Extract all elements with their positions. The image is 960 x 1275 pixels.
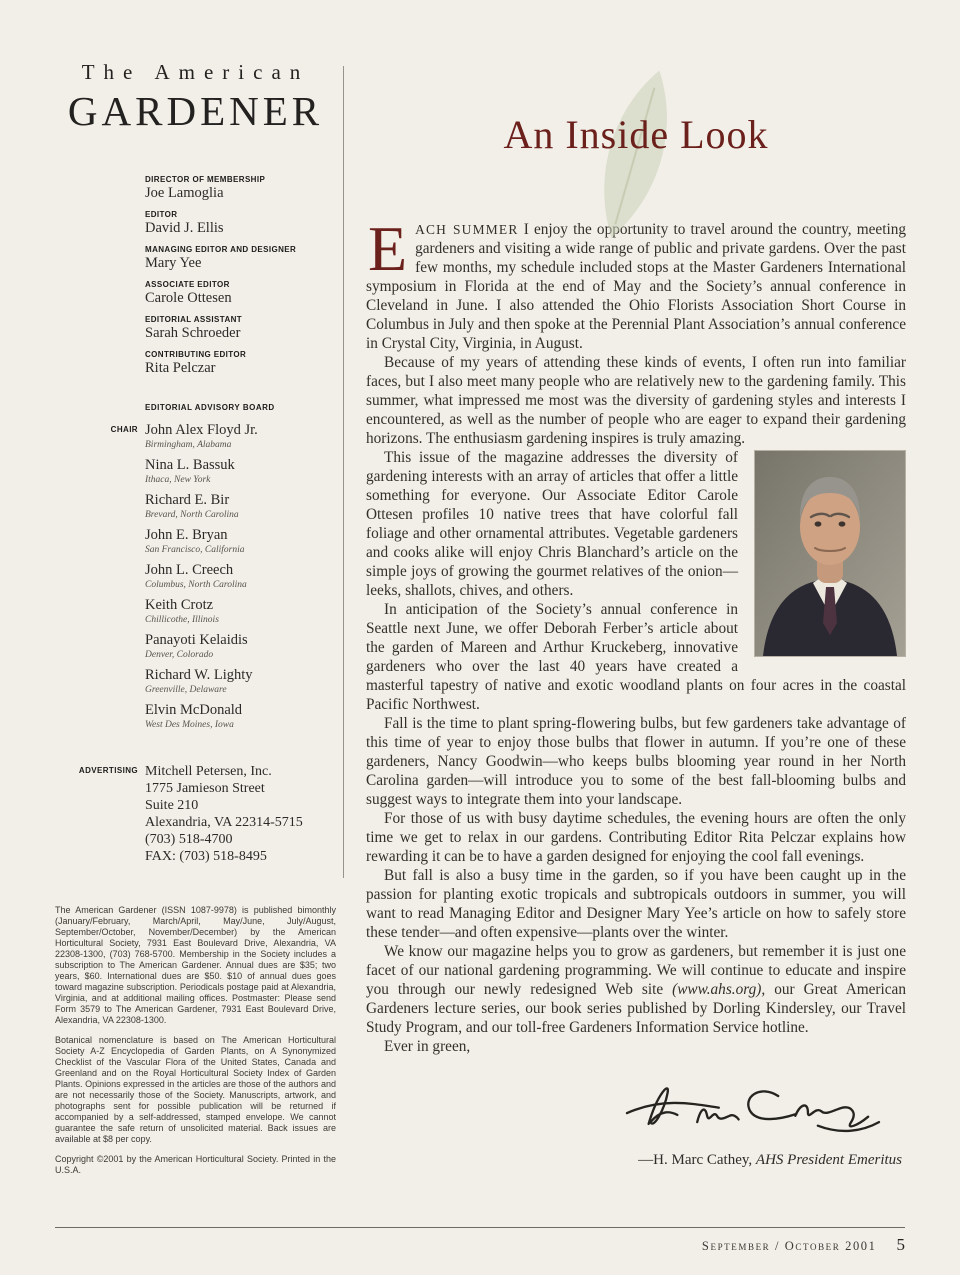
fine-print-nomenclature: Botanical nomenclature is based on The American Horticultural Society A-Z Encyclopedia of Garden Plants, on A Synonymized Checklist of the Vascular Flora of the United States, Canada and Greenland and on the Royal Horticultural Society Index of Garden Plants. Opinions expressed in the articles are those of the authors and are not necessarily those of the Society. Manuscripts, artwork, and photographs sent for possible publication will be returned if accompanied by a self-addressed, stamped envelope. We cannot guarantee the safe return of unsolicited material. Back issues are available at $8 per copy. xyxy=(55,1035,336,1144)
board-member-row xyxy=(55,457,336,492)
portrait-photo xyxy=(754,450,906,657)
board-member xyxy=(145,492,336,527)
advertising-label: ADVERTISING xyxy=(78,766,138,775)
board-member-location: Columbus, North Carolina xyxy=(145,580,247,590)
board-member-name: Panayoti Kelaidis xyxy=(145,632,248,648)
advertising-line: Mitchell Petersen, Inc. xyxy=(145,764,272,779)
board-member-location: West Des Moines, Iowa xyxy=(145,720,234,730)
page-number: 5 xyxy=(896,1235,905,1254)
board-member-name: John Alex Floyd Jr. xyxy=(145,422,258,438)
page-title: An Inside Look xyxy=(503,112,769,157)
board-member-location: Denver, Colorado xyxy=(145,650,214,660)
signature-block xyxy=(366,1066,906,1170)
board-member-location: San Francisco, California xyxy=(145,545,245,555)
board-member-row xyxy=(55,632,336,667)
fine-print-copyright: Copyright ©2001 by the American Horticultural Society. Printed in the U.S.A. xyxy=(55,1154,336,1175)
board-member-row xyxy=(55,527,336,562)
article-paragraph: We know our magazine helps you to grow as gardeners, but remember it is just one facet of our national gardening programming. We will continue to educate and inspire you through our newly redesigned Web site (www.ahs.org), our Great American Gardeners lecture series, our book series published by Dorling Kindersley, our Travel Study Program, and our toll-free Gardeners Information Service hotline. xyxy=(366,943,907,1036)
article-closing: Ever in green, xyxy=(384,1038,471,1055)
staff-name: Rita Pelczar xyxy=(145,360,216,376)
advertising-block xyxy=(55,763,336,865)
board-member-location: Brevard, North Carolina xyxy=(145,510,239,520)
board-member-row xyxy=(55,562,336,597)
advertising-line: (703) 518-4700 xyxy=(145,832,233,847)
staff-role: DIRECTOR OF MEMBERSHIP xyxy=(145,175,266,184)
portrait-photo-image xyxy=(755,451,905,656)
advertising-line: Alexandria, VA 22314-5715 xyxy=(145,815,303,830)
board-member-row xyxy=(55,702,336,737)
staff-entry xyxy=(145,175,336,202)
board-member-row xyxy=(55,422,336,457)
board-member xyxy=(145,562,336,597)
article-paragraph: E ACH SUMMER I enjoy the opportunity to travel around the country, meeting gardeners and visiting a wide range of public and private gardens. Over the past few months, my schedule included stops at the Master Gardeners International symposium in Florida at the end of May and the Society’s annual conference in Cleveland in June. I also attended the Ohio Florists Association Short Course in Columbus in July and then spoke at the Perennial Plant Association’s annual conference in Crystal City, Virginia, in August. xyxy=(366,213,906,352)
board-member-name: Richard E. Bir xyxy=(145,492,230,508)
staff-role: ASSOCIATE EDITOR xyxy=(145,280,230,289)
board-member-name: Elvin McDonald xyxy=(145,702,243,718)
lead-smallcaps: ACH SUMMER xyxy=(415,222,519,237)
dropcap-letter: E xyxy=(368,213,408,284)
board-member-name: Nina L. Bassuk xyxy=(145,457,235,473)
staff-name: David J. Ellis xyxy=(145,220,224,236)
advertising-line: FAX: (703) 518-8495 xyxy=(145,849,267,864)
page-footer xyxy=(55,1227,905,1255)
staff-entry xyxy=(145,315,336,342)
magazine-title: GARDENER xyxy=(67,88,324,134)
board-member xyxy=(145,422,336,457)
article-body xyxy=(366,213,907,1170)
article-paragraph: For those of us with busy daytime schedules, the evening hours are often the only time we get to relax in our gardens. Contributing Editor Rita Pelczar explains how rewarding it can be to have a garden designed for enjoying the cool fall evenings. xyxy=(366,810,906,865)
chair-label: CHAIR xyxy=(110,425,138,434)
staff-name: Sarah Schroeder xyxy=(145,325,241,341)
staff-role: EDITOR xyxy=(145,210,178,219)
board-member-name: Keith Crotz xyxy=(145,597,214,613)
staff-name: Carole Ottesen xyxy=(145,290,232,306)
website-mention: (www.ahs.org), xyxy=(672,981,766,998)
board-member xyxy=(145,632,336,667)
board-member-location: Ithaca, New York xyxy=(145,475,211,485)
board-member xyxy=(145,527,336,562)
staff-role: EDITORIAL ASSISTANT xyxy=(145,315,243,324)
board-member-row xyxy=(55,492,336,527)
advertising-line: 1775 Jamieson Street xyxy=(145,781,265,796)
article-column xyxy=(366,95,906,1170)
signature-caption: —H. Marc Cathey, AHS President Emeritus xyxy=(638,1152,902,1168)
staff-name: Joe Lamoglia xyxy=(145,185,224,201)
article-paragraph: But fall is also a busy time in the garden, so if you have been caught up in the passion for planting exotic tropicals and subtropicals outdoors in summer, you will want to read Managing Editor and Designer Mary Yee’s article on how to safely store these tender—and often expensive—plants over the winter. xyxy=(366,867,906,941)
masthead-column xyxy=(55,60,336,1185)
board-member-name: John E. Bryan xyxy=(145,527,228,543)
board-member xyxy=(145,667,336,702)
board-heading: EDITORIAL ADVISORY BOARD xyxy=(145,403,275,412)
board-member-location: Chillicothe, Illinois xyxy=(145,615,219,625)
staff-list xyxy=(145,175,336,385)
column-divider-rule xyxy=(343,66,344,878)
board-member-row xyxy=(55,597,336,632)
staff-entry xyxy=(145,280,336,307)
staff-entry xyxy=(145,245,336,272)
magazine-logo xyxy=(55,60,336,135)
staff-name: Mary Yee xyxy=(145,255,202,271)
fine-print-publication-info: The American Gardener (ISSN 1087-9978) is published bimonthly (January/February, March/April, May/June, July/August, September/October, November/December) by the American Horticultural Society, 7931 East Boulevard Drive, Alexandria, VA 22308-1300, (703) 768-5700. Membership in the Society includes a subscription to The American Gardener. Annual dues are $35; two years, $60. International dues are $50. $10 of annual dues goes toward magazine subscription. Periodicals postage paid at Alexandria, Virginia, and at additional mailing offices. Postmaster: Please send Form 3579 to The American Gardener, 7931 East Boulevard Drive, Alexandria, VA 22308-1300. xyxy=(55,905,336,1025)
board-member-location: Greenville, Delaware xyxy=(145,685,227,695)
advertising-line: Suite 210 xyxy=(145,798,199,813)
staff-entry xyxy=(145,350,336,377)
signature-icon xyxy=(618,1066,888,1144)
board-member xyxy=(145,702,336,737)
board-member-name: Richard W. Lighty xyxy=(145,667,253,683)
staff-role: MANAGING EDITOR AND DESIGNER xyxy=(145,245,297,254)
board-member-location: Birmingham, Alabama xyxy=(145,440,232,450)
article-paragraph: In anticipation of the Society’s annual conference in Seattle next June, we offer Deborah Ferber’s article about the garden of Mareen and Arthur Kruckeberg, innovative gardeners who over the last 40 years have created a masterful tapestry of native and exotic woodland plants on four acres in the coastal Pacific Northwest. xyxy=(366,601,906,713)
article-paragraph: Because of my years of attending these kinds of events, I often run into familiar faces, but I also meet many people who are relatively new to the gardening family. This summer, what impressed me most was the diversity of gardening styles and interests I encountered, as well as the number of people who are eager to expand their gardening horizons. The enthusiasm gardening inspires is truly amazing. xyxy=(366,354,906,447)
board-member-name: John L. Creech xyxy=(145,562,234,578)
article-header xyxy=(366,111,906,158)
staff-list-row xyxy=(55,175,336,385)
board-member xyxy=(145,597,336,632)
fine-print xyxy=(55,905,336,1176)
signature-caption-title: AHS President Emeritus xyxy=(755,1152,902,1168)
staff-role: CONTRIBUTING EDITOR xyxy=(145,350,247,359)
board-member-row xyxy=(55,667,336,702)
article-paragraph: This issue of the magazine addresses the diversity of gardening interests with an array of articles that offer a little something for everyone. Our Associate Editor Carole Ottesen profiles 10 native trees that have colorful fall foliage and other ornamental attributes. Vegetable gardeners and cooks alike will enjoy Chris Blanchard’s article on the simple joys of growing the gourmet relatives of the onion—leeks, shallots, chives, and others. xyxy=(366,449,738,599)
board-member xyxy=(145,457,336,492)
staff-entry xyxy=(145,210,336,237)
magazine-pretitle: The American xyxy=(81,60,310,84)
article-paragraph: Fall is the time to plant spring-flowering bulbs, but few gardeners take advantage of this time of year to enjoy those bulbs that flower in autumn. If you’re one of these gardeners, Nancy Goodwin—who keeps bulbs blooming year round in her North Carolina garden—will introduce you to some of the best fall-blooming bulbs and suggest ways to integrate them into your landscape. xyxy=(366,715,906,808)
issue-date: September / October 2001 xyxy=(701,1239,877,1253)
